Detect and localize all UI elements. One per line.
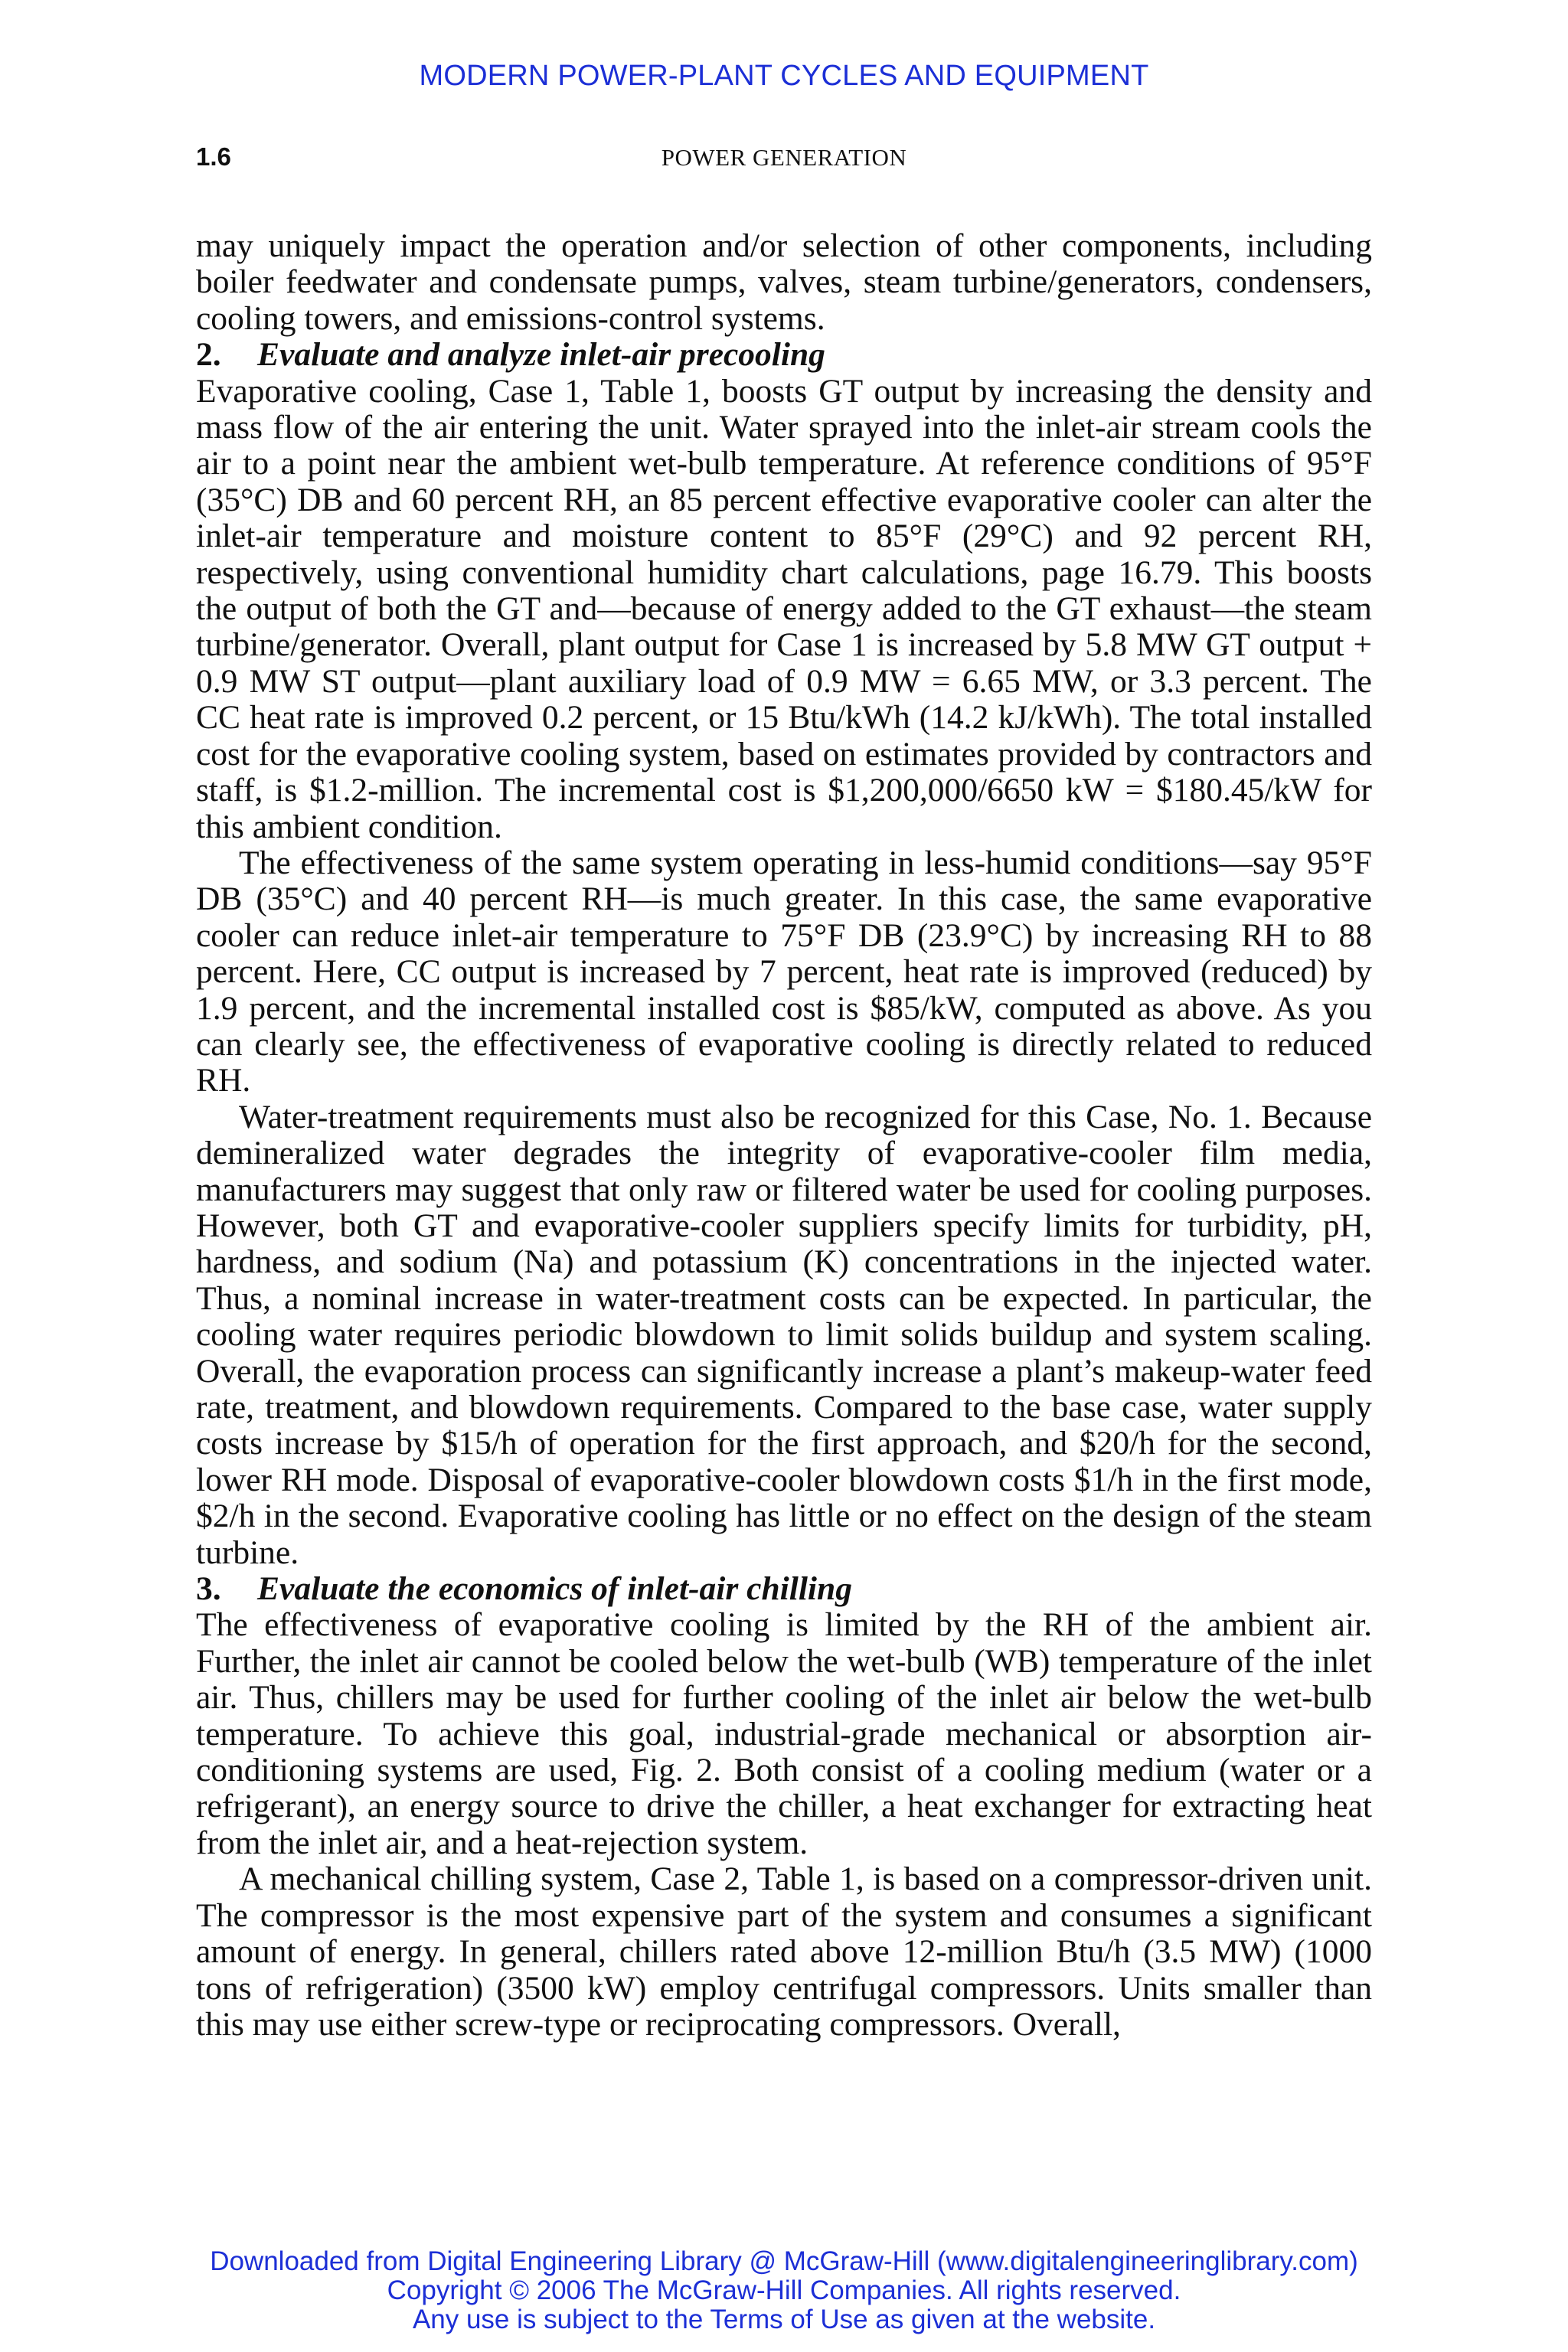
step-3-paragraph-1: The effectiveness of evaporative cooling is limited by the RH of the ambient air. Further, the inlet air cannot be cooled below the wet-bulb (WB) temperature of the inlet air. Thus, chillers may be used for further cooling of the inlet air below the wet-bulb temperature. To achieve this goal, industrial-grade mechanical or absorption air-conditioning systems are used, Fig. 2. Both consist of a cooling medium (water or a refrigerant), an energy source to drive the chiller, a heat exchanger for extracting heat from the inlet air, and a heat-rejection system. [196, 1606, 1372, 1861]
intro-paragraph: may uniquely impact the operation and/or selection of other components, including boiler feedwater and condensate pumps, valves, steam turbine/generators, condensers, cooling towers, and emissions-control systems. [196, 227, 1372, 337]
step-2-heading [196, 337, 1372, 373]
step-2-paragraph-3: Water-treatment requirements must also be recognized for this Case, No. 1. Because demineralized water degrades the integrity of evaporative-cooler film media, manufacturers may suggest that only raw or filtered water be used for cooling purposes. However, both GT and evaporative-cooler suppliers specify limits for turbidity, pH, hardness, and sodium (Na) and potassium (K) concentrations in the injected water. Thus, a nominal increase in water-treatment costs can be expected. In particular, the cooling water requires periodic blowdown to limit solids buildup and system scaling. Overall, the evaporation process can significantly increase a plant’s makeup-water feed rate, treatment, and blowdown requirements. Compared to the base case, water supply costs increase by $15/h of operation for the first approach, and $20/h for the second, lower RH mode. Disposal of evaporative-cooler blowdown costs $1/h in the first mode, $2/h in the second. Evaporative cooling has little or no effect on the design of the steam turbine. [196, 1098, 1372, 1571]
footer-copyright: Copyright © 2006 The McGraw-Hill Companies. All rights reserved. [387, 2275, 1181, 2305]
footer-download-link[interactable]: Downloaded from Digital Engineering Library @ McGraw-Hill (www.digitalengineeringlibrary.com) [210, 2246, 1358, 2276]
step-3-heading [196, 1571, 1372, 1607]
page-number: 1.6 [196, 142, 231, 171]
step-2-paragraph-2: The effectiveness of the same system operating in less-humid conditions—say 95°F DB (35°C) and 40 percent RH—is much greater. In this case, the same evaporative cooler can reduce inlet-air temperature to 75°F DB (23.9°C) by increasing RH to 88 percent. Here, CC output is increased by 7 percent, heat rate is improved (reduced) by 1.9 percent, and the incremental installed cost is $85/kW, computed as above. As you can clearly see, the effectiveness of evaporative cooling is directly related to reduced RH. [196, 844, 1372, 1099]
step-3-title: Evaluate the economics of inlet-air chilling [257, 1570, 852, 1608]
download-footer [0, 2247, 1568, 2334]
step-2-number: 2. [196, 336, 221, 374]
footer-terms-of-use[interactable]: Any use is subject to the Terms of Use as given at the website. [412, 2305, 1156, 2334]
step-3-paragraph-2: A mechanical chilling system, Case 2, Table 1, is based on a compressor-driven unit. The compressor is the most expensive part of the system and consumes a significant amount of energy. In general, chillers rated above 12-million Btu/h (3.5 MW) (1000 tons of refrigeration) (3500 kW) employ centrifugal compressors. Units smaller than this may use either screw-type or reciprocating compressors. Overall, [196, 1860, 1372, 2043]
body-text [196, 228, 1372, 2043]
book-title-banner[interactable]: MODERN POWER-PLANT CYCLES AND EQUIPMENT [419, 60, 1149, 92]
step-3-number: 3. [196, 1570, 221, 1608]
step-2-title: Evaluate and analyze inlet-air precooling [257, 336, 825, 374]
running-head: POWER GENERATION [661, 144, 907, 171]
step-2-paragraph-1: Evaporative cooling, Case 1, Table 1, boosts GT output by increasing the density and mass flow of the air entering the unit. Water sprayed into the inlet-air stream cools the air to a point near the ambient wet-bulb temperature. At reference conditions of 95°F (35°C) DB and 60 percent RH, an 85 percent effective evaporative cooler can alter the inlet-air temperature and moisture content to 85°F (29°C) and 92 percent RH, respectively, using conventional humidity chart calculations, page 16.79. This boosts the output of both the GT and—because of energy added to the GT exhaust—the steam turbine/generator. Overall, plant output for Case 1 is increased by 5.8 MW GT output + 0.9 MW ST output—plant auxiliary load of 0.9 MW = 6.65 MW, or 3.3 percent. The CC heat rate is improved 0.2 percent, or 15 Btu/kWh (14.2 kJ/kWh). The total installed cost for the evaporative cooling system, based on estimates provided by contractors and staff, is $1.2-million. The incremental cost is $1,200,000/6650 kW = $180.45/kW for this ambient condition. [196, 372, 1372, 845]
